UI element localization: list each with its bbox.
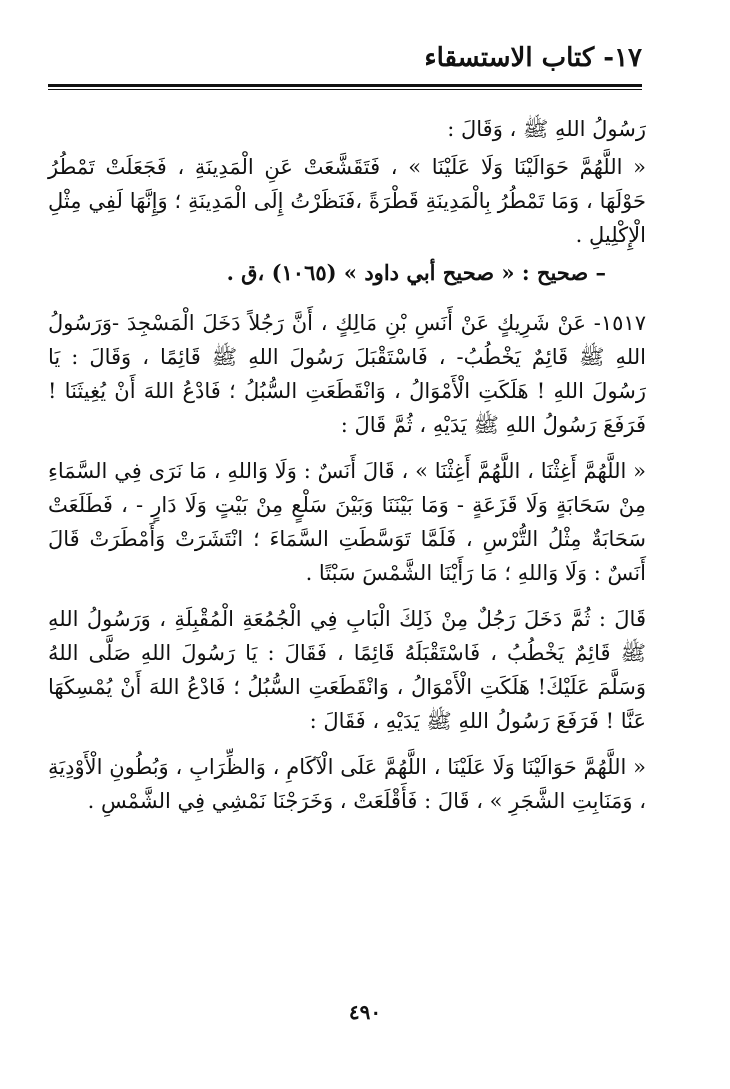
hadith-1517: ١٥١٧- عَنْ شَرِيكٍ عَنْ أَنَسِ بْنِ مَالِكٍ ، أَنَّ رَجُلاً دَخَلَ الْمَسْجِدَ -وَرَسُولُ اللهِ ﷺ قَائِمٌ يَخْطُبُ- ، فَاسْتَقْبَلَ رَسُولَ اللهِ ﷺ قَائِمًا ، وَقَالَ : يَا رَسُولَ اللهِ ! هَلَكَتِ الْأَمْوَالُ ، وَانْقَطَعَتِ السُّبُلُ ؛ فَادْعُ اللهَ أَنْ يُغِيثَنَا ! فَرَفَعَ رَسُولُ اللهِ ﷺ يَدَيْهِ ، ثُمَّ قَالَ : <box>48 311 646 437</box>
hadith-grading: – صحيح : « صحيح أبي داود » (١٠٦٥) ،ق . <box>226 260 606 285</box>
running-header <box>48 40 642 80</box>
paragraph-final-dua: « اللَّهُمَّ حَوَالَيْنَا وَلَا عَلَيْنَا ، اللَّهُمَّ عَلَى الْآكَامِ ، وَالظِّرَابِ ، وَبُطُونِ الْأَوْدِيَةِ ، وَمَنَابِتِ الشَّجَرِ » ، قَالَ : فَأَقْلَعَتْ ، وَخَرَجْنَا نَمْشِي فِي الشَّمْسِ . <box>48 755 646 813</box>
paragraph-next-friday: قَالَ : ثُمَّ دَخَلَ رَجُلٌ مِنْ ذَلِكَ الْبَابِ فِي الْجُمُعَةِ الْمُقْبِلَةِ ، وَرَسُولُ اللهِ ﷺ قَائِمٌ يَخْطُبُ ، فَاسْتَقْبَلَهُ قَائِمًا ، فَقَالَ : يَا رَسُولَ اللهِ صَلَّى اللهُ وَسَلَّمَ عَلَيْكَ! هَلَكَتِ الْأَمْوَالُ ، وَانْقَطَعَتِ السُّبُلُ ؛ فَادْعُ اللهَ أَنْ يُمْسِكَهَا عَنَّا ! فَرَفَعَ رَسُولُ اللهِ ﷺ يَدَيْهِ ، فَقَالَ : <box>48 607 646 733</box>
paragraph-continuation: رَسُولُ اللهِ ﷺ ، وَقَالَ : <box>447 117 646 141</box>
page-number: ٤٩٠ <box>348 1000 382 1024</box>
header-rule-thick <box>48 84 642 87</box>
paragraph-dua: « اللَّهُمَّ حَوَالَيْنَا وَلَا عَلَيْنَا » ، فَتَقَشَّعَتْ عَنِ الْمَدِينَةِ ، فَجَعَلَتْ تَمْطُرُ حَوْلَهَا ، وَمَا تَمْطُرُ بِالْمَدِينَةِ قَطْرَةً ،فَنَظَرْتُ إِلَى الْمَدِينَةِ ؛ وَإِنَّهَا لَفِي مِثْلِ الْإِكْلِيلِ . <box>48 155 646 247</box>
paragraph-anas: « اللَّهُمَّ أَغِثْنَا ، اللَّهُمَّ أَغِثْنَا » ، قَالَ أَنَسٌ : وَلَا وَاللهِ ، مَا نَرَى فِي السَّمَاءِ مِنْ سَحَابَةٍ وَلَا قَزَعَةٍ - وَمَا بَيْنَنَا وَبَيْنَ سَلْعٍ مِنْ بَيْتٍ وَلَا دَارٍ - ، فَطَلَعَتْ سَحَابَةٌ مِثْلُ التُّرْسِ ، فَلَمَّا تَوَسَّطَتِ السَّمَاءَ ؛ انْتَشَرَتْ وَأَمْطَرَتْ قَالَ أَنَسٌ : وَلَا وَاللهِ ؛ مَا رَأَيْنَا الشَّمْسَ سَبْتًا . <box>48 459 646 585</box>
header-rule-thin <box>48 89 642 90</box>
chapter-title: ١٧- كتاب الاستسقاء <box>424 43 642 73</box>
main-text <box>48 112 646 830</box>
